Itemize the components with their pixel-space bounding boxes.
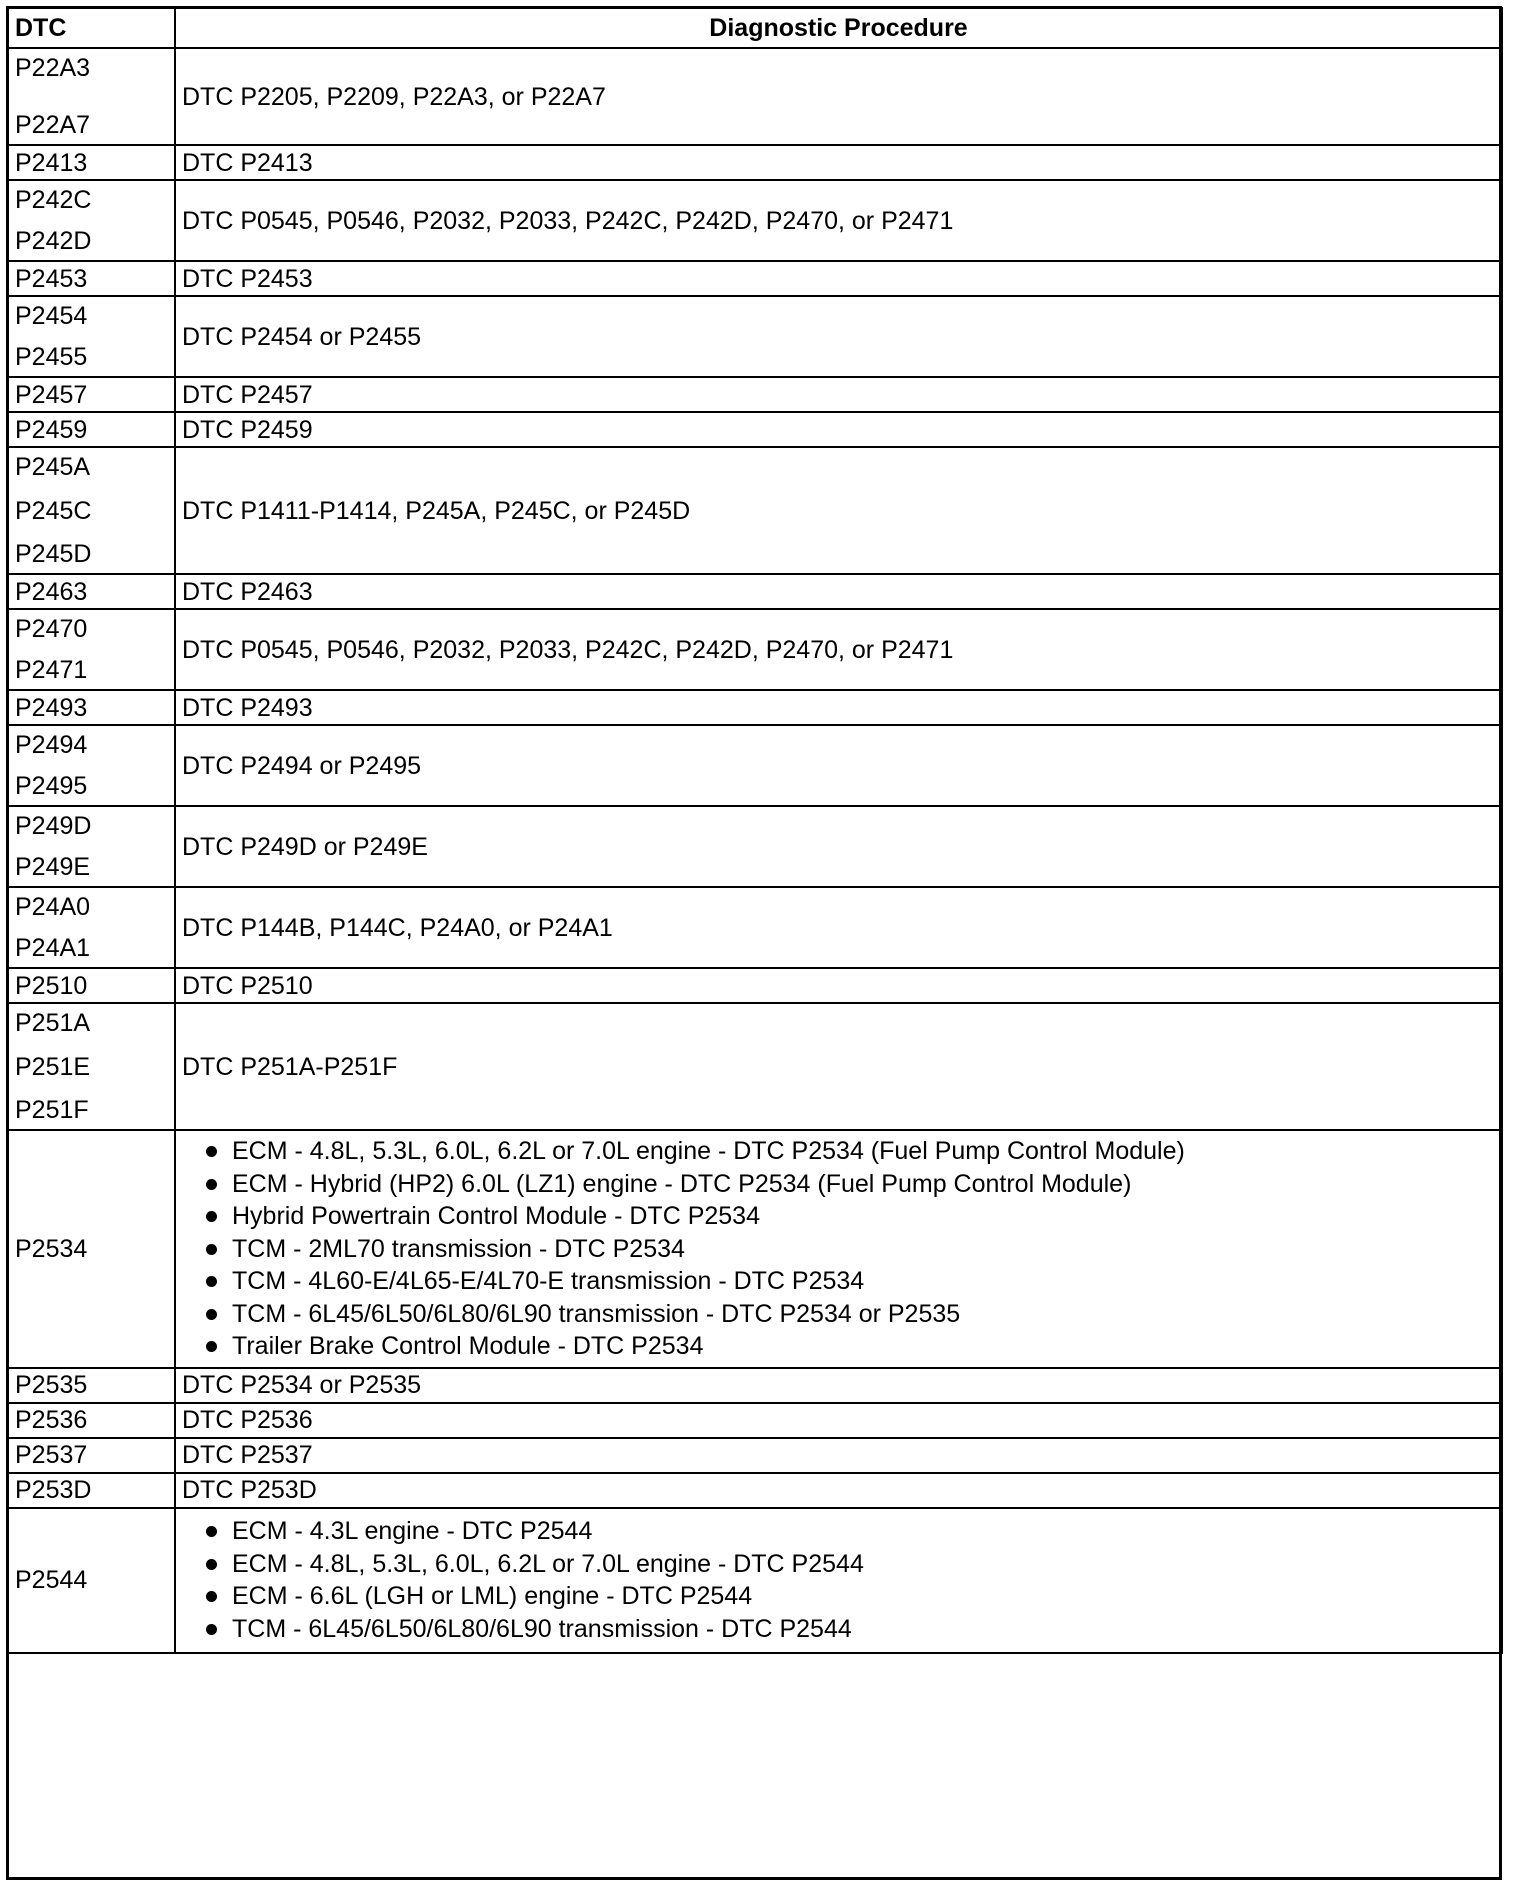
dtc-cell bbox=[8, 1003, 175, 1130]
procedure-cell bbox=[175, 609, 1502, 690]
dtc-cell bbox=[8, 261, 175, 296]
table-row bbox=[8, 261, 1502, 296]
dtc-cell bbox=[8, 968, 175, 1003]
table-row bbox=[8, 412, 1502, 447]
procedure-cell bbox=[175, 1473, 1502, 1508]
dtc-code: P253D bbox=[15, 1476, 92, 1504]
dtc-cell bbox=[8, 725, 175, 806]
procedure-text: DTC P0545, P0546, P2032, P2033, P242C, P242D, P2470, or P2471 bbox=[182, 635, 954, 664]
table-header-row bbox=[8, 8, 1502, 48]
procedure-text: DTC P2457 bbox=[182, 380, 313, 409]
procedure-bullet-item: ECM - 4.8L, 5.3L, 6.0L, 6.2L or 7.0L engine - DTC P2544 bbox=[200, 1548, 1495, 1581]
procedure-text: DTC P2454 or P2455 bbox=[182, 322, 422, 351]
procedure-text: DTC P2494 or P2495 bbox=[182, 751, 422, 780]
dtc-code: P2454 bbox=[15, 302, 88, 330]
procedure-bullet-list bbox=[182, 1511, 1495, 1649]
dtc-code: P2493 bbox=[15, 693, 88, 722]
table-row bbox=[8, 690, 1502, 725]
procedure-text: DTC P2413 bbox=[182, 148, 313, 177]
procedure-bullet-item: TCM - 6L45/6L50/6L80/6L90 transmission - DTC P2544 bbox=[200, 1613, 1495, 1646]
table-body bbox=[8, 48, 1502, 1653]
dtc-cell bbox=[8, 296, 175, 377]
dtc-code-list bbox=[15, 610, 168, 689]
procedure-text: DTC P2459 bbox=[182, 415, 313, 444]
procedure-text: DTC P2510 bbox=[182, 971, 313, 1000]
header-dtc: DTC bbox=[8, 8, 175, 48]
dtc-cell bbox=[8, 690, 175, 725]
table-row bbox=[8, 1368, 1502, 1403]
procedure-cell bbox=[175, 296, 1502, 377]
procedure-text: DTC P2534 or P2535 bbox=[182, 1371, 422, 1399]
dtc-code: P2534 bbox=[15, 1234, 88, 1263]
dtc-code: P2457 bbox=[15, 380, 88, 409]
procedure-cell bbox=[175, 1508, 1502, 1653]
dtc-code: P245A bbox=[15, 453, 91, 481]
dtc-cell bbox=[8, 887, 175, 968]
table-row bbox=[8, 887, 1502, 968]
procedure-bullet-list bbox=[182, 1131, 1495, 1367]
procedure-cell bbox=[175, 1003, 1502, 1130]
procedure-text: DTC P144B, P144C, P24A0, or P24A1 bbox=[182, 913, 613, 942]
procedure-cell bbox=[175, 725, 1502, 806]
table-row bbox=[8, 725, 1502, 806]
table-row bbox=[8, 1473, 1502, 1508]
procedure-cell bbox=[175, 690, 1502, 725]
dtc-cell bbox=[8, 1508, 175, 1653]
procedure-cell bbox=[175, 377, 1502, 412]
dtc-code: P2536 bbox=[15, 1406, 88, 1434]
dtc-code-list bbox=[15, 297, 168, 376]
procedure-text: DTC P2453 bbox=[182, 264, 313, 293]
dtc-cell bbox=[8, 180, 175, 261]
procedure-text: DTC P1411-P1414, P245A, P245C, or P245D bbox=[182, 496, 691, 525]
dtc-code-list bbox=[15, 807, 168, 886]
procedure-text: DTC P2493 bbox=[182, 693, 313, 722]
dtc-code: P22A3 bbox=[15, 54, 91, 82]
dtc-code: P24A1 bbox=[15, 934, 91, 962]
dtc-code: P249D bbox=[15, 812, 92, 840]
dtc-code: P2510 bbox=[15, 971, 88, 1000]
table-row bbox=[8, 806, 1502, 887]
table-row bbox=[8, 377, 1502, 412]
table-row bbox=[8, 1438, 1502, 1473]
dtc-cell bbox=[8, 1438, 175, 1473]
procedure-text: DTC P0545, P0546, P2032, P2033, P242C, P242D, P2470, or P2471 bbox=[182, 206, 954, 235]
dtc-cell bbox=[8, 1403, 175, 1438]
procedure-text: DTC P2463 bbox=[182, 577, 313, 606]
table-row bbox=[8, 180, 1502, 261]
procedure-bullet-item: ECM - Hybrid (HP2) 6.0L (LZ1) engine - DTC P2534 (Fuel Pump Control Module) bbox=[200, 1168, 1495, 1201]
procedure-cell bbox=[175, 145, 1502, 180]
dtc-code: P251F bbox=[15, 1096, 89, 1124]
dtc-code: P2535 bbox=[15, 1371, 88, 1399]
table-row bbox=[8, 48, 1502, 145]
procedure-cell bbox=[175, 1130, 1502, 1368]
procedure-bullet-item: ECM - 6.6L (LGH or LML) engine - DTC P2544 bbox=[200, 1580, 1495, 1613]
procedure-cell bbox=[175, 1438, 1502, 1473]
procedure-bullet-item: TCM - 6L45/6L50/6L80/6L90 transmission - DTC P2534 or P2535 bbox=[200, 1298, 1495, 1331]
procedure-bullet-item: ECM - 4.8L, 5.3L, 6.0L, 6.2L or 7.0L engine - DTC P2534 (Fuel Pump Control Module) bbox=[200, 1135, 1495, 1168]
table-row bbox=[8, 574, 1502, 609]
dtc-cell bbox=[8, 447, 175, 574]
procedure-text: DTC P2537 bbox=[182, 1441, 313, 1469]
table-row bbox=[8, 1508, 1502, 1653]
procedure-cell bbox=[175, 48, 1502, 145]
dtc-cell bbox=[8, 412, 175, 447]
procedure-text: DTC P249D or P249E bbox=[182, 832, 428, 861]
dtc-code: P2470 bbox=[15, 615, 88, 643]
dtc-code: P2459 bbox=[15, 415, 88, 444]
dtc-cell bbox=[8, 377, 175, 412]
table-row bbox=[8, 145, 1502, 180]
procedure-text: DTC P253D bbox=[182, 1476, 317, 1504]
procedure-cell bbox=[175, 261, 1502, 296]
table-row bbox=[8, 447, 1502, 574]
dtc-code-list bbox=[15, 49, 168, 144]
procedure-bullet-item: ECM - 4.3L engine - DTC P2544 bbox=[200, 1515, 1495, 1548]
dtc-code: P22A7 bbox=[15, 111, 91, 139]
procedure-text: DTC P2205, P2209, P22A3, or P22A7 bbox=[182, 82, 606, 111]
dtc-cell bbox=[8, 145, 175, 180]
procedure-cell bbox=[175, 447, 1502, 574]
procedure-cell bbox=[175, 806, 1502, 887]
dtc-code: P24A0 bbox=[15, 893, 91, 921]
dtc-code-list bbox=[15, 726, 168, 805]
table-row bbox=[8, 1403, 1502, 1438]
dtc-cell bbox=[8, 1473, 175, 1508]
dtc-code: P251E bbox=[15, 1052, 91, 1081]
dtc-code: P2455 bbox=[15, 343, 88, 371]
procedure-text: DTC P2536 bbox=[182, 1406, 313, 1434]
dtc-cell bbox=[8, 1130, 175, 1368]
procedure-cell bbox=[175, 412, 1502, 447]
dtc-code: P2463 bbox=[15, 577, 88, 606]
procedure-text: DTC P251A-P251F bbox=[182, 1052, 398, 1081]
dtc-code: P245D bbox=[15, 540, 92, 568]
procedure-bullet-item: TCM - 4L60-E/4L65-E/4L70-E transmission - DTC P2534 bbox=[200, 1265, 1495, 1298]
dtc-code: P2495 bbox=[15, 772, 88, 800]
procedure-cell bbox=[175, 180, 1502, 261]
dtc-cell bbox=[8, 609, 175, 690]
dtc-cell bbox=[8, 1368, 175, 1403]
dtc-code: P242D bbox=[15, 227, 92, 255]
dtc-code: P2537 bbox=[15, 1441, 88, 1469]
dtc-code-list bbox=[15, 1004, 168, 1129]
dtc-cell bbox=[8, 574, 175, 609]
procedure-bullet-item: Hybrid Powertrain Control Module - DTC P2534 bbox=[200, 1200, 1495, 1233]
dtc-code: P2544 bbox=[15, 1566, 88, 1594]
dtc-cell bbox=[8, 806, 175, 887]
header-procedure: Diagnostic Procedure bbox=[175, 8, 1502, 48]
procedure-cell bbox=[175, 1368, 1502, 1403]
dtc-cell bbox=[8, 48, 175, 145]
dtc-code-list bbox=[15, 888, 168, 967]
dtc-table bbox=[7, 7, 1503, 1654]
procedure-cell bbox=[175, 968, 1502, 1003]
dtc-code: P251A bbox=[15, 1009, 91, 1037]
dtc-code: P2471 bbox=[15, 656, 88, 684]
procedure-bullet-item: Trailer Brake Control Module - DTC P2534 bbox=[200, 1330, 1495, 1363]
dtc-code: P2413 bbox=[15, 148, 88, 177]
procedure-cell bbox=[175, 1403, 1502, 1438]
dtc-code: P2494 bbox=[15, 731, 88, 759]
table-row bbox=[8, 296, 1502, 377]
dtc-code: P2453 bbox=[15, 264, 88, 293]
procedure-cell bbox=[175, 887, 1502, 968]
dtc-code-list bbox=[15, 181, 168, 260]
dtc-code-list bbox=[15, 448, 168, 573]
table-row bbox=[8, 1130, 1502, 1368]
dtc-code: P249E bbox=[15, 853, 91, 881]
table-row bbox=[8, 609, 1502, 690]
table-row bbox=[8, 1003, 1502, 1130]
procedure-cell bbox=[175, 574, 1502, 609]
table-row bbox=[8, 968, 1502, 1003]
dtc-code: P242C bbox=[15, 186, 92, 214]
procedure-bullet-item: TCM - 2ML70 transmission - DTC P2534 bbox=[200, 1233, 1495, 1266]
dtc-code: P245C bbox=[15, 496, 92, 525]
